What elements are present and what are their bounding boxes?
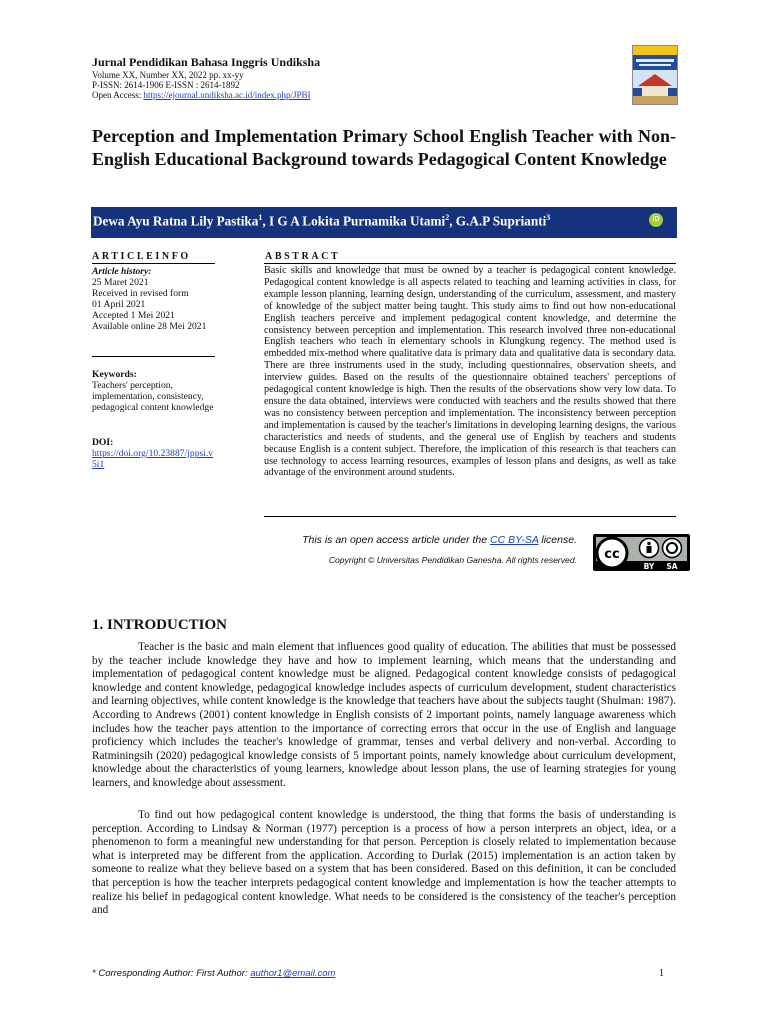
article-history-label: Article history: <box>92 266 152 277</box>
article-title: Perception and Implementation Primary School English Teacher with Non-English Educational Background towards Pedagogical Content Knowledge <box>92 126 676 169</box>
author-2-affiliation: 2 <box>445 213 450 222</box>
keywords-block <box>92 369 216 413</box>
volume-line: Volume XX, Number XX, 2022 pp. xx-yy <box>92 70 244 80</box>
page-number: 1 <box>659 968 664 979</box>
author-separator: , <box>449 213 456 229</box>
journal-url-link[interactable]: https://ejournal.undiksha.ac.id/index.php/JPBI <box>143 90 311 100</box>
keywords-list: Teachers' perception, implementation, consistency, pedagogical content knowledge <box>92 380 214 413</box>
history-revised-date: 01 April 2021 <box>92 299 146 310</box>
author-bar <box>91 207 677 238</box>
intro-paragraph-1: Teacher is the basic and main element that influences good quality of education. The abilities that must be possessed by the teacher include knowledge they have and how to implement learning, which means that the understanding and implementation of pedagogical content knowledge must be aligned. Pedagogical content knowledge consists of pedagogical knowledge and content knowledge, pedagogical knowledge includes aspects of curriculum development, student characteristics and learning objectives, while content knowledge is the knowledge that teachers have about the subjects taught (Shulman: 1987). According to Andrews (2001) content knowledge in English consists of 2 important points, namely language awareness which includes how the teacher pays attention to the importance of correcting errors that occur in the use of English and language proficiency which includes the teacher's knowledge of grammar, tenses and verbal delivery and non-verbal. According to Ratminingsih (2020) pedagogical knowledge consists of 5 important points, namely knowledge about curriculum development, knowledge about the characteristics of young learners, knowledge about lesson plans, the use of learning strategies for young learners, and knowledge about assessment. <box>92 641 676 789</box>
abstract-bottom-rule <box>264 516 676 517</box>
history-accepted: Accepted 1 Mei 2021 <box>92 310 175 321</box>
article-info-heading: ARTICLEINFO <box>92 251 191 262</box>
cc-by-sa-link[interactable]: CC BY-SA <box>490 534 539 546</box>
abstract-top-rule <box>264 263 676 264</box>
doi-block <box>92 437 216 470</box>
license-prefix: This is an open access article under the <box>302 534 491 546</box>
journal-name: Jurnal Pendidikan Bahasa Inggris Undiksha <box>92 55 321 69</box>
orcid-icon[interactable]: iD <box>649 213 663 227</box>
history-received: 25 Maret 2021 <box>92 277 149 288</box>
article-info-rule <box>92 263 215 264</box>
cc-symbol: cc <box>604 547 620 562</box>
author-1: Dewa Ayu Ratna Lily Pastika <box>93 213 259 229</box>
corresponding-author <box>92 968 335 979</box>
journal-cover-image <box>632 45 678 105</box>
badge-sa-label: SA <box>666 562 678 571</box>
issn-line: P-ISSN: 2614-1906 E-ISSN : 2614-1892 <box>92 80 240 90</box>
abstract-heading: ABSTRACT <box>265 251 341 262</box>
corresponding-label: * Corresponding Author: First Author: <box>92 968 251 979</box>
author-email-link[interactable]: author1@email.com <box>250 968 336 979</box>
history-revised-label: Received in revised form <box>92 288 189 299</box>
intro-paragraph-2: To find out how pedagogical content knowledge is understood, the thing that forms the basis of understanding is perception. According to Lindsay & Norman (1977) perception is a process of how a person interprets an object, idea, or a phenomenon to form a meaningful new understanding for that person. Perception is closely related to implementation because what is interpreted may be different from the application. According to Durlak (2015) implementation is an action taken by someone to realize what they believe based on a system that has been considered. Based on this definition, it can be concluded that perception is how the teacher interprets pedagogical content knowledge and implementation is how the teacher attempts to realize his belief in pedagogical content knowledge. What needs to be considered is the consistency of the teacher's perception and <box>92 809 676 917</box>
author-separator: , <box>262 213 269 229</box>
author-2: I G A Lokita Purnamika Utami <box>268 213 446 229</box>
doi-label: DOI: <box>92 437 114 448</box>
article-history <box>92 266 216 332</box>
author-3: G.A.P Suprianti <box>455 213 547 229</box>
author-1-affiliation: 1 <box>258 213 263 222</box>
introduction-heading: 1. INTRODUCTION <box>92 617 228 633</box>
doi-link[interactable]: https://doi.org/10.23887/jppsi.v5i1 <box>92 448 214 470</box>
open-access-notice <box>302 534 577 546</box>
article-info-divider <box>92 356 215 357</box>
open-access-label: Open Access: <box>92 90 144 100</box>
keywords-label: Keywords: <box>92 369 137 380</box>
author-3-affiliation: 3 <box>546 213 551 222</box>
share-alike-icon <box>663 539 682 558</box>
open-access-line <box>92 90 310 100</box>
license-suffix: license. <box>538 534 577 546</box>
history-available: Available online 28 Mei 2021 <box>92 321 207 332</box>
badge-by-label: BY <box>643 562 655 571</box>
copyright-notice: Copyright © Universitas Pendidikan Ganesha. All rights reserved. <box>328 555 577 565</box>
cc-by-sa-badge[interactable] <box>593 534 690 571</box>
abstract-text: Basic skills and knowledge that must be owned by a teacher is pedagogical content knowledge. Pedagogical content knowledge is all aspects related to teaching and learning activities in class, for example lesson planning, learning design, understanding of the curriculum, assessment, and mastery of knowledge of the subject matter being taught. This study aims to find out how non-educational English teachers perceive and implement pedagogical content knowledge, and determine the consistency between perception and implementation. This research involved three non-educational English teachers who teach in elementary schools in Klungkung regency. The method used is embedded mix-method where qualitative data is primary data and qualitative data is secondary data. There are three instruments used in the study, including questionnaires, observation sheets, and interview guides. Based on the results of the questionnaire obtained teachers' perceptions of pedagogical content knowledge is high. Then the results of the observations show very low data. To ensure the data obtained, interviews were conducted with teachers and the results showed that there was no consistency between perception and implementation. The inconsistency between perception and implementation is caused by the teacher's limitations in developing learning designs, the various characteristics and needs of students, and the general use of English by teachers and students because English is a content subject. Therefore, the implication of this research is that teachers can use technology to access learning resources, examples of lesson plans and designs, as well as take advantage of the environment around students. <box>264 265 676 479</box>
